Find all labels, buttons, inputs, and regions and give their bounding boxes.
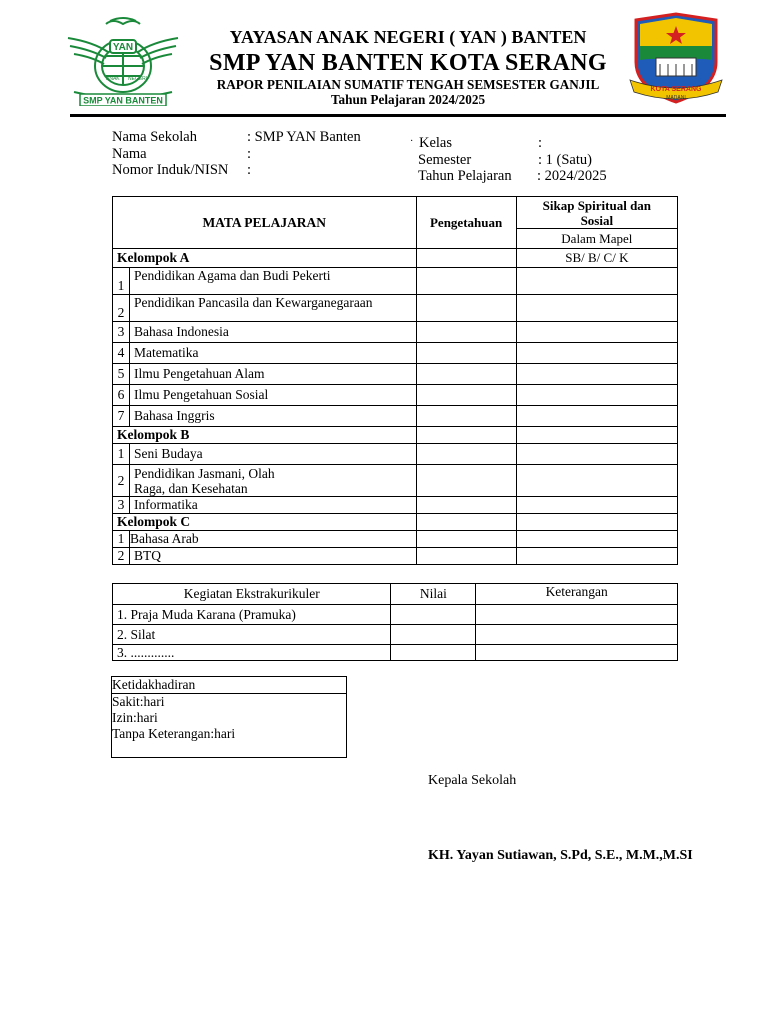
attitude-scale: SB/ B/ C/ K (516, 249, 677, 268)
attitude-cell (516, 406, 677, 427)
info-row-name: Nama : (112, 145, 252, 162)
attitude-cell (516, 322, 677, 343)
table-row (113, 385, 678, 406)
attitude-cell (516, 343, 677, 364)
principal-role: Kepala Sekolah (428, 773, 517, 788)
header-divider (70, 114, 726, 117)
cell (416, 427, 516, 444)
knowledge-cell (416, 465, 516, 497)
attendance-absent: Tanpa Keterangan:hari (112, 726, 236, 741)
attitude-cell (516, 548, 677, 565)
attendance-title: Ketidakhadiran (112, 677, 346, 694)
subject-name: Ilmu Pengetahuan Sosial (130, 385, 417, 406)
svg-text:SMP YAN BANTEN: SMP YAN BANTEN (83, 95, 163, 106)
table-row (113, 497, 678, 514)
row-number: 1 (113, 531, 130, 548)
attitude-cell (516, 497, 677, 514)
table-row (113, 343, 678, 364)
knowledge-cell (416, 548, 516, 565)
subject-name: Matematika (130, 343, 417, 364)
subject-name: Bahasa Indonesia (130, 322, 417, 343)
cell (516, 514, 677, 531)
attitude-cell (516, 295, 677, 322)
score-cell (391, 645, 476, 661)
info-bullet: · (410, 136, 414, 147)
row-number: 3 (113, 322, 130, 343)
score-cell (391, 605, 476, 625)
row-number: 2 (113, 295, 130, 322)
row-number: 1 (113, 268, 130, 295)
subject-name: Pendidikan Agama dan Budi Pekerti (130, 268, 417, 295)
row-number: 7 (113, 406, 130, 427)
knowledge-cell (416, 268, 516, 295)
table-row (113, 645, 678, 661)
cell (416, 514, 516, 531)
row-number: 4 (113, 343, 130, 364)
cell (516, 427, 677, 444)
row-number: 2 (113, 465, 130, 497)
note-cell (476, 625, 678, 645)
table-row (113, 531, 678, 548)
knowledge-cell (416, 322, 516, 343)
header-subject: MATA PELAJARAN (113, 197, 417, 249)
info-row-school: Nama Sekolah : SMP YAN Banten (112, 129, 361, 145)
academic-year-title: Tahun Pelajaran 2024/2025 (330, 92, 486, 107)
header-note: Keterangan (476, 584, 678, 605)
row-number: 5 (113, 364, 130, 385)
kota-serang-emblem (626, 12, 726, 106)
group-b-label: Kelompok B (113, 427, 417, 444)
note-cell (476, 605, 678, 625)
principal-name: KH. Yayan Sutiawan, S.Pd, S.E., M.M.,M.SI (428, 848, 693, 863)
subject-name: Pendidikan Pancasila dan Kewarganegaraan (130, 295, 417, 322)
attitude-cell (516, 385, 677, 406)
cell (416, 249, 516, 268)
knowledge-cell (416, 444, 516, 465)
grades-table (112, 196, 678, 565)
header-attitude-sub: Dalam Mapel (516, 229, 677, 249)
row-number: 3 (113, 497, 130, 514)
svg-text:ANAK: ANAK (106, 76, 120, 82)
student-info-left (112, 129, 361, 179)
row-number: 6 (113, 385, 130, 406)
table-row (113, 465, 678, 497)
knowledge-cell (416, 531, 516, 548)
school-name: SMP YAN BANTEN KOTA SERANG (209, 50, 607, 76)
group-c-label: Kelompok C (113, 514, 417, 531)
svg-text:NEGERI: NEGERI (128, 76, 148, 82)
knowledge-cell (416, 343, 516, 364)
knowledge-cell (416, 295, 516, 322)
knowledge-cell (416, 385, 516, 406)
subject-name: BTQ (130, 548, 417, 565)
extracurricular-table (112, 583, 678, 661)
subject-name: Pendidikan Jasmani, Olah Raga, dan Kesehatan (130, 465, 417, 497)
info-row-nisn: Nomor Induk/NISN : (112, 162, 252, 178)
info-row-year: Tahun Pelajaran : 2024/2025 (418, 168, 607, 184)
knowledge-cell (416, 406, 516, 427)
report-title: RAPOR PENILAIAN SUMATIF TENGAH SEMSESTER GANJIL (216, 77, 600, 92)
subject-name: Bahasa Inggris (130, 406, 417, 427)
header-activity: Kegiatan Ekstrakurikuler (113, 584, 391, 605)
subject-name: Informatika (130, 497, 417, 514)
svg-text:MADANI: MADANI (666, 95, 686, 101)
row-number: 2 (113, 548, 130, 565)
table-row (113, 406, 678, 427)
header-knowledge: Pengetahuan (416, 197, 516, 249)
attitude-cell (516, 364, 677, 385)
group-a-label: Kelompok A (113, 249, 417, 268)
info-row-semester: Semester : 1 (Satu) (418, 151, 592, 168)
info-row-class: Kelas : (419, 135, 543, 151)
table-row (113, 444, 678, 465)
header-score: Nilai (391, 584, 476, 605)
knowledge-cell (416, 364, 516, 385)
table-row (113, 605, 678, 625)
attendance-sick: Sakit:hari (112, 694, 165, 709)
row-number: 1 (113, 444, 130, 465)
svg-text:YAN: YAN (112, 42, 134, 53)
table-row (113, 548, 678, 565)
activity-name: 3. ............. (113, 645, 391, 661)
student-info-right (418, 135, 607, 185)
table-row (113, 364, 678, 385)
note-cell (476, 645, 678, 661)
subject-name: Ilmu Pengetahuan Alam (130, 364, 417, 385)
table-row (113, 295, 678, 322)
knowledge-cell (416, 497, 516, 514)
subject-name: Seni Budaya (130, 444, 417, 465)
foundation-name: YAYASAN ANAK NEGERI ( YAN ) BANTEN (229, 27, 587, 47)
table-row (113, 322, 678, 343)
yan-foundation-logo (66, 16, 180, 106)
activity-name: 2. Silat (113, 625, 391, 645)
attendance-box (111, 676, 347, 758)
attitude-cell (516, 531, 677, 548)
attitude-cell (516, 465, 677, 497)
score-cell (391, 625, 476, 645)
header-attitude: Sikap Spiritual dan Sosial (516, 197, 677, 229)
attitude-cell (516, 444, 677, 465)
table-row (113, 268, 678, 295)
attitude-cell (516, 268, 677, 295)
subject-name: Bahasa Arab (130, 531, 417, 548)
svg-text:KOTA SERANG: KOTA SERANG (650, 86, 702, 93)
activity-name: 1. Praja Muda Karana (Pramuka) (113, 605, 391, 625)
attendance-permit: Izin:hari (112, 710, 158, 725)
table-row (113, 625, 678, 645)
